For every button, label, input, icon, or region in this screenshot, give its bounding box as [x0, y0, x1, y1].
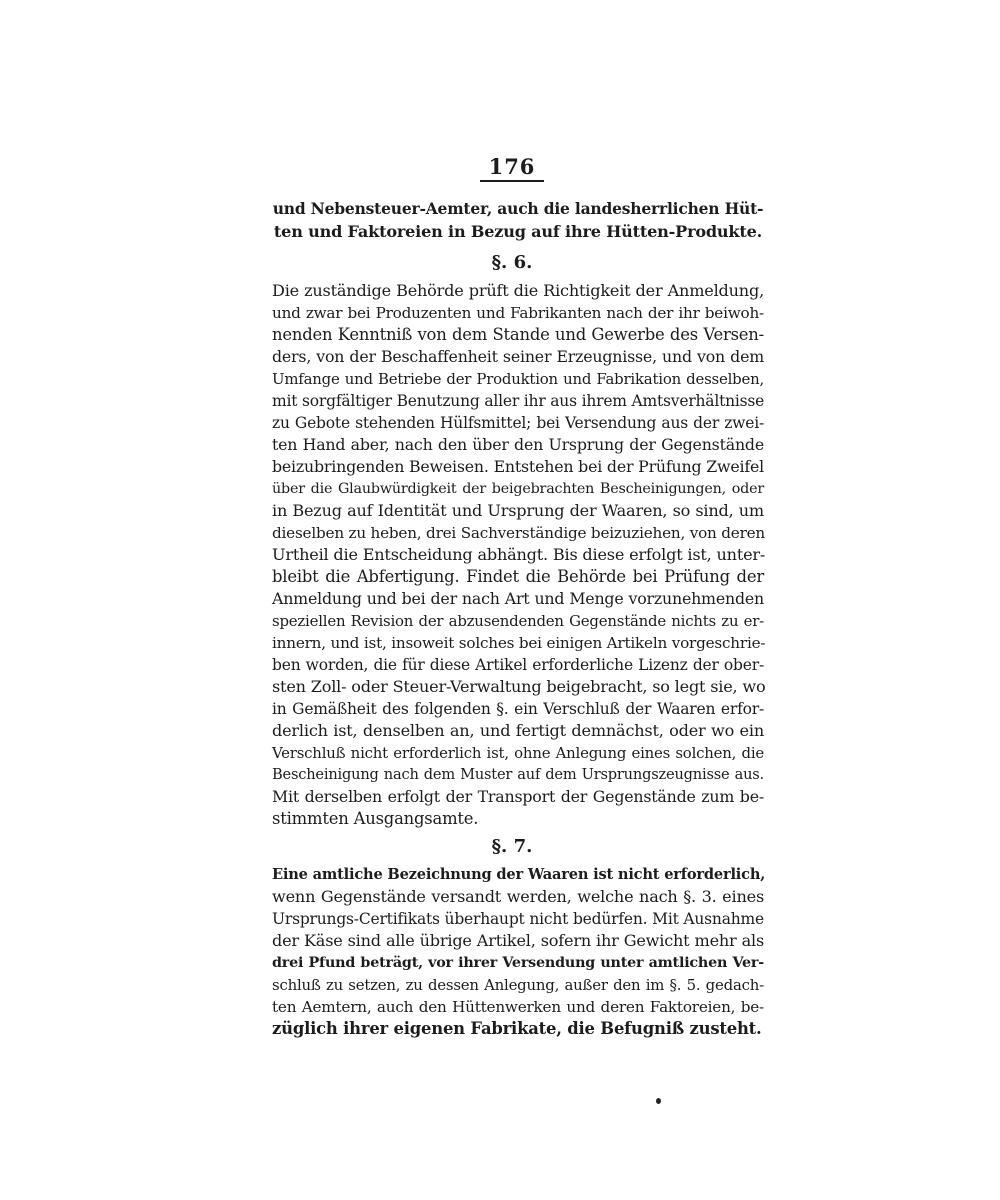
section-6-line: Bescheinigung nach dem Muster auf dem Ursprungszeugnisse aus.: [272, 766, 764, 783]
section-6-line: speziellen Revision der abzusendenden Gegenstände nichts zu er-: [272, 612, 764, 630]
section-6-line: Mit derselben erfolgt der Transport der Gegenstände zum be-: [272, 787, 764, 806]
page-number: 176: [488, 154, 536, 179]
section-6-line: in Gemäßheit des folgenden §. ein Verschluß der Waaren erfor-: [272, 700, 764, 718]
intro-line-2: ten und Faktoreien in Bezug auf ihre Hütten-Produkte.: [273, 222, 763, 241]
section-6-line: ders, von der Beschaffenheit seiner Erzeugnisse, und von dem: [272, 347, 764, 366]
section-6-line: in Bezug auf Identität und Ursprung der Waaren, so sind, um: [272, 501, 764, 520]
section-7-line: der Käse sind alle übrige Artikel, sofern ihr Gewicht mehr als: [272, 931, 764, 950]
section-6-line: zu Gebote stehenden Hülfsmittel; bei Versendung aus der zwei-: [272, 414, 764, 432]
section-7-line: züglich ihrer eigenen Fabrikate, die Befugniß zusteht.: [272, 1019, 762, 1038]
section-7-line: wenn Gegenstände versandt werden, welche nach §. 3. eines: [272, 887, 764, 906]
section-6-line: Anmeldung und bei der nach Art und Menge vorzunehmenden: [272, 589, 764, 608]
section-7-line: drei Pfund beträgt, vor ihrer Versendung unter amtlichen Ver-: [272, 955, 764, 971]
section-6-line: Umfange und Betriebe der Produktion und Fabrikation desselben,: [272, 370, 764, 388]
section-7-line: Ursprungs-Certifikats überhaupt nicht bedürfen. Mit Ausnahme: [272, 910, 764, 928]
section-7-line: ten Aemtern, auch den Hüttenwerken und deren Faktoreien, be-: [272, 998, 764, 1016]
section-6-line: Urtheil die Entscheidung abhängt. Bis diese erfolgt ist, unter-: [272, 545, 766, 564]
section-6-heading: §. 6.: [491, 252, 533, 273]
section-6-line: ten Hand aber, nach den über den Ursprung der Gegenstände: [272, 435, 764, 454]
section-6-line: mit sorgfältiger Benutzung aller ihr aus ihrem Amtsverhältnisse: [272, 392, 765, 410]
section-6-line: bleibt die Abfertigung. Findet die Behörde bei Prüfung der: [272, 567, 764, 586]
ink-speck: [656, 1098, 661, 1104]
section-6-line: derlich ist, denselben an, und fertigt demnächst, oder wo ein: [272, 721, 764, 740]
section-6-line: stimmten Ausgangsamte.: [272, 809, 479, 828]
section-6-line: dieselben zu heben, drei Sachverständige beizuziehen, von deren: [272, 524, 766, 542]
section-7-heading: §. 7.: [491, 836, 533, 857]
intro-line-1: und Nebensteuer-Aemter, auch die landesherrlichen Hüt-: [272, 199, 764, 218]
section-6-line: Die zuständige Behörde prüft die Richtigkeit der Anmeldung,: [272, 281, 764, 300]
section-6-line: ben worden, die für diese Artikel erforderliche Lizenz der ober-: [272, 656, 764, 674]
section-6-line: über die Glaubwürdigkeit der beigebrachten Bescheinigungen, oder: [272, 481, 764, 497]
section-6-line: sten Zoll- oder Steuer-Verwaltung beigebracht, so legt sie, wo: [272, 677, 766, 696]
section-6-line: innern, und ist, insoweit solches bei einigen Artikeln vorgeschrie-: [272, 634, 766, 652]
page-number-rule: [480, 180, 544, 182]
section-6-line: Verschluß nicht erforderlich ist, ohne Anlegung eines solchen, die: [272, 744, 764, 762]
section-7-line: Eine amtliche Bezeichnung der Waaren ist nicht erforderlich,: [272, 866, 766, 883]
section-6-line: und zwar bei Produzenten und Fabrikanten nach der ihr beiwoh-: [272, 304, 764, 322]
section-6-line: nenden Kenntniß von dem Stande und Gewerbe des Versen-: [272, 325, 764, 344]
section-7-line: schluß zu setzen, zu dessen Anlegung, außer den im §. 5. gedach-: [272, 976, 764, 994]
section-6-line: beizubringenden Beweisen. Entstehen bei der Prüfung Zweifel: [272, 457, 764, 476]
